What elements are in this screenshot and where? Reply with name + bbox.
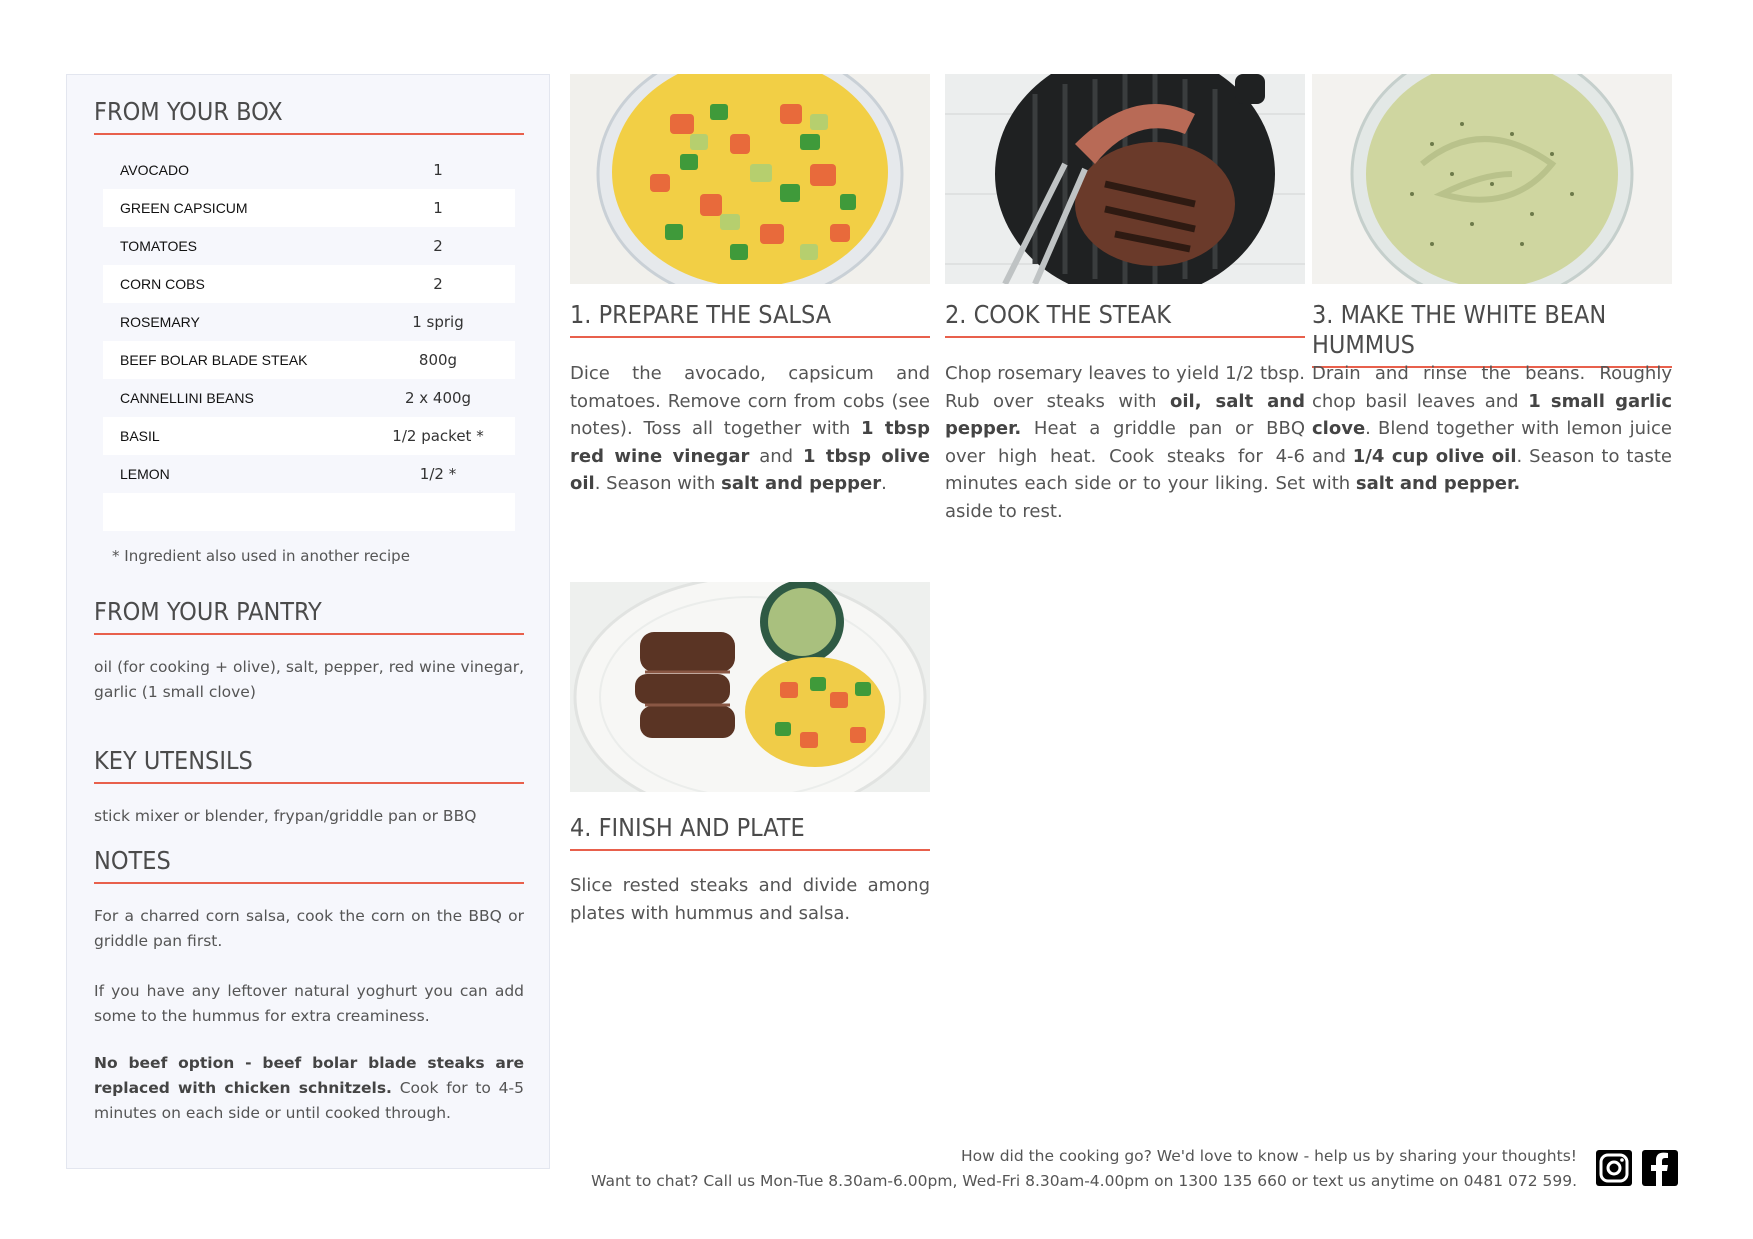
ingredient-name: BEEF BOLAR BLADE STEAK xyxy=(120,352,308,368)
from-your-pantry-title: FROM YOUR PANTRY xyxy=(94,597,524,635)
step-2-text xyxy=(945,360,1305,525)
step-1-text xyxy=(570,360,930,498)
ingredient-name: TOMATOES xyxy=(120,238,198,254)
step-text-run: Drain and rinse the beans. Roughly chop basil leaves and xyxy=(1312,363,1672,412)
table-row xyxy=(103,227,515,265)
step-text-bold: oil, salt and pepper. xyxy=(945,390,1306,439)
step-4-title: 4. FINISH AND PLATE xyxy=(570,813,930,851)
ingredient-qty: 1/2 * xyxy=(419,465,457,483)
table-row xyxy=(103,151,515,189)
step-text-bold: 1 small garlic clove xyxy=(1312,390,1672,439)
key-utensils-title: KEY UTENSILS xyxy=(94,746,524,784)
ingredient-qty: 1 xyxy=(433,161,443,179)
step-4-text xyxy=(570,872,930,927)
ingredient-name: CANNELLINI BEANS xyxy=(120,390,254,406)
utensils-text: stick mixer or blender, frypan/griddle pan or BBQ xyxy=(94,807,477,825)
table-row xyxy=(103,189,515,227)
table-row xyxy=(103,455,515,493)
plated-steak-photo xyxy=(570,582,930,792)
step-text-bold: 1/4 cup olive oil xyxy=(1352,445,1517,467)
footer xyxy=(591,1144,1577,1194)
ingredient-qty: 2 xyxy=(433,237,443,255)
ingredients-sidebar xyxy=(66,74,550,1169)
note-3-rest: Cook for to 4-5 minutes on each side or until cooked through. xyxy=(94,1079,524,1122)
griddle-steak-photo xyxy=(945,74,1305,284)
step-text-bold: 1 tbsp olive oil xyxy=(570,445,931,494)
step-text-run: Chop rosemary leaves to yield 1/2 tbsp. Rub over steaks with xyxy=(945,363,1305,412)
ingredient-qty: 1/2 packet * xyxy=(392,427,484,445)
ingredient-name: AVOCADO xyxy=(120,162,189,178)
note-2: If you have any leftover natural yoghurt you can add some to the hummus for extra creaminess. xyxy=(94,982,524,1025)
bean-hummus-bowl-photo xyxy=(1312,74,1672,284)
table-row xyxy=(103,417,515,455)
step-text-run: . xyxy=(881,473,887,494)
ingredient-name: CORN COBS xyxy=(120,276,205,292)
instagram-icon[interactable] xyxy=(1596,1150,1632,1186)
ingredient-qty: 2 xyxy=(433,275,443,293)
step-text-run: . Season to taste with xyxy=(1312,445,1672,494)
footer-contact-line: Want to chat? Call us Mon-Tue 8.30am-6.00pm, Wed-Fri 8.30am-4.00pm on 1300 135 660 or text us anytime on 0481 072 599. xyxy=(591,1172,1577,1190)
ingredient-name: LEMON xyxy=(120,466,170,482)
ingredient-name: GREEN CAPSICUM xyxy=(120,200,248,216)
step-text-run: . Blend together with lemon juice and xyxy=(1312,418,1672,467)
table-row xyxy=(103,265,515,303)
table-row xyxy=(103,303,515,341)
step-3-title: 3. MAKE THE WHITE BEAN HUMMUS xyxy=(1312,300,1672,368)
notes-title: NOTES xyxy=(94,846,524,884)
note-3 xyxy=(94,1051,524,1126)
step-text-run: Heat a griddle pan or BBQ over high heat. Cook steaks for 4-6 minutes each side or to your liking. Set aside to rest. xyxy=(945,418,1305,522)
table-row xyxy=(103,493,515,531)
note-3-bold: No beef option - beef bolar blade steaks are replaced with chicken schnitzels. xyxy=(94,1054,524,1097)
step-text-bold: salt and pepper xyxy=(721,473,882,494)
ingredient-name: ROSEMARY xyxy=(120,314,200,330)
ingredient-name: BASIL xyxy=(120,428,160,444)
ingredient-qty: 1 xyxy=(433,199,443,217)
corn-salsa-bowl-photo xyxy=(570,74,930,284)
note-1: For a charred corn salsa, cook the corn on the BBQ or griddle pan first. xyxy=(94,907,524,950)
step-text-run: . Season with xyxy=(594,473,722,494)
table-row xyxy=(103,379,515,417)
ingredient-qty: 2 x 400g xyxy=(404,389,472,407)
step-text-run: Slice rested steaks and divide among plates with hummus and salsa. xyxy=(570,875,930,924)
step-2-title: 2. COOK THE STEAK xyxy=(945,300,1305,338)
ingredient-footnote: * Ingredient also used in another recipe xyxy=(112,547,410,565)
from-your-box-title: FROM YOUR BOX xyxy=(94,97,524,135)
facebook-icon[interactable] xyxy=(1642,1150,1678,1186)
table-row xyxy=(103,341,515,379)
ingredient-table xyxy=(103,151,515,531)
step-text-bold: salt and pepper. xyxy=(1355,473,1521,494)
step-text-bold: 1 tbsp red wine vinegar xyxy=(570,418,930,467)
footer-feedback-line: How did the cooking go? We'd love to know - help us by sharing your thoughts! xyxy=(960,1147,1577,1165)
step-text-run: and xyxy=(749,445,803,467)
step-1-title: 1. PREPARE THE SALSA xyxy=(570,300,930,338)
ingredient-qty: 800g xyxy=(418,351,458,369)
step-text-run: Dice the avocado, capsicum and tomatoes. Remove corn from cobs (see notes). Toss all together with xyxy=(570,363,930,439)
pantry-text: oil (for cooking + olive), salt, pepper, red wine vinegar, garlic (1 small clove) xyxy=(94,658,524,701)
step-3-text xyxy=(1312,360,1672,498)
ingredient-qty: 1 sprig xyxy=(412,313,464,331)
